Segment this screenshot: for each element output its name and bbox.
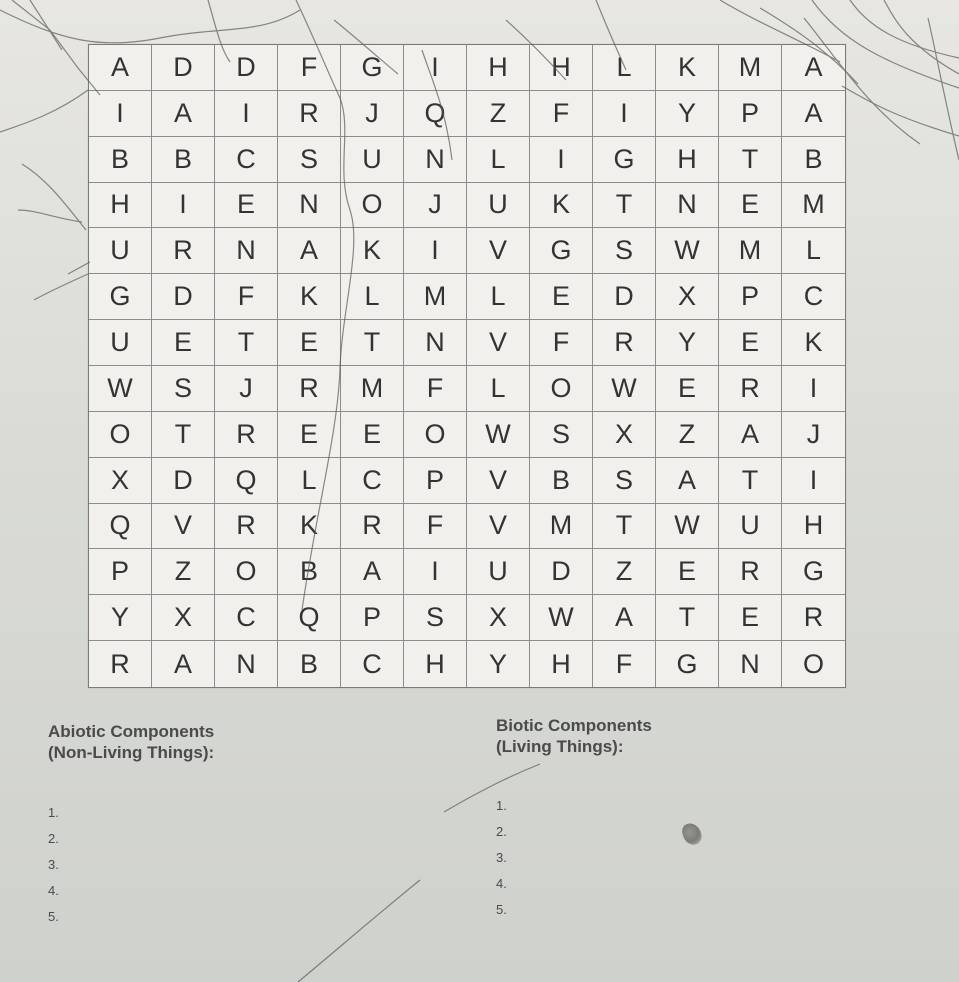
grid-cell: Q — [215, 458, 278, 504]
grid-cell: K — [278, 504, 341, 550]
grid-cell: O — [802, 648, 824, 679]
grid-cell: H — [656, 137, 719, 183]
grid-cell: H — [404, 641, 467, 687]
grid-cell: I — [782, 458, 845, 504]
grid-cell: T — [593, 183, 656, 229]
grid-cell: A — [152, 641, 215, 687]
grid-cell: E — [278, 412, 341, 458]
grid-cell: T — [593, 504, 656, 550]
grid-cell: P — [404, 458, 467, 504]
biotic-heading: Biotic Components — [496, 716, 652, 735]
grid-cell: N — [215, 228, 278, 274]
grid-cell: V — [152, 504, 215, 550]
grid-cell: K — [530, 183, 593, 229]
grid-cell: L — [467, 366, 530, 412]
grid-cell: T — [341, 320, 404, 366]
grid-cell: P — [719, 91, 782, 137]
grid-cell: I — [782, 366, 845, 412]
grid-cell: N — [656, 183, 719, 229]
grid-cell: V — [467, 228, 530, 274]
grid-cell: D — [215, 45, 278, 91]
grid-cell: E — [152, 320, 215, 366]
grid-cell: C — [782, 274, 845, 320]
grid-cell: E — [656, 549, 719, 595]
grid-cell: A — [782, 45, 845, 91]
grid-cell: O — [530, 366, 593, 412]
grid-cell: J — [782, 412, 845, 458]
grid-cell: A — [782, 91, 845, 137]
grid-cell: G — [593, 137, 656, 183]
abiotic-item: 4. — [48, 882, 59, 898]
grid-cell: L — [278, 458, 341, 504]
grid-cell: E — [341, 412, 404, 458]
biotic-item: 1. — [496, 797, 507, 813]
grid-cell: M — [404, 274, 467, 320]
grid-cell: S — [404, 595, 467, 641]
grid-cell: X — [656, 274, 719, 320]
word-search-grid — [88, 44, 846, 688]
grid-cell: H — [89, 183, 152, 229]
grid-cell: D — [152, 45, 215, 91]
grid-cell: T — [719, 458, 782, 504]
grid-cell: G — [89, 274, 152, 320]
grid-cell: R — [89, 641, 152, 687]
grid-cell: J — [215, 366, 278, 412]
grid-cell: F — [593, 641, 656, 687]
grid-cell: T — [215, 320, 278, 366]
grid-cell: N — [719, 641, 782, 687]
grid-cell: T — [719, 137, 782, 183]
grid-cell: U — [467, 549, 530, 595]
grid-cell: Z — [152, 549, 215, 595]
abiotic-item: 2. — [48, 830, 59, 846]
grid-cell: U — [467, 183, 530, 229]
grid-cell: R — [593, 320, 656, 366]
grid-cell: B — [152, 137, 215, 183]
grid-cell: Q — [404, 91, 467, 137]
grid-cell: C — [341, 641, 404, 687]
abiotic-subheading: (Non-Living Things): — [48, 743, 215, 763]
grid-cell: R — [215, 412, 278, 458]
grid-cell: W — [656, 504, 719, 550]
grid-cell: E — [719, 320, 782, 366]
grid-cell: J — [404, 183, 467, 229]
grid-cell: M — [530, 504, 593, 550]
biotic-item: 4. — [496, 875, 507, 891]
grid-cell: O — [89, 412, 152, 458]
grid-cell: L — [782, 228, 845, 274]
grid-cell: Y — [656, 91, 719, 137]
grid-cell: P — [341, 595, 404, 641]
grid-cell: B — [530, 458, 593, 504]
grid-cell: C — [215, 595, 278, 641]
grid-cell: E — [215, 183, 278, 229]
biotic-list — [496, 793, 756, 923]
grid-cell: Z — [467, 91, 530, 137]
biotic-subheading: (Living Things): — [496, 737, 624, 757]
grid-cell: W — [593, 366, 656, 412]
grid-cell: R — [278, 91, 341, 137]
grid-cell: F — [278, 45, 341, 91]
grid-cell: K — [278, 274, 341, 320]
grid-cell: L — [467, 274, 530, 320]
grid-cell: P — [89, 549, 152, 595]
grid-cell: T — [656, 595, 719, 641]
grid-cell: W — [89, 366, 152, 412]
grid-cell: F — [404, 366, 467, 412]
grid-cell: Y — [467, 641, 530, 687]
grid-cell: I — [404, 45, 467, 91]
grid-cell: R — [782, 595, 845, 641]
grid-cell: I — [404, 228, 467, 274]
abiotic-item: 5. — [48, 908, 59, 924]
grid-cell: H — [530, 45, 593, 91]
grid-cell: U — [89, 320, 152, 366]
grid-cell: G — [782, 549, 845, 595]
grid-cell: E — [278, 320, 341, 366]
grid-cell: M — [782, 183, 845, 229]
grid-cell: L — [593, 45, 656, 91]
grid-cell: B — [782, 137, 845, 183]
grid-cell: N — [278, 183, 341, 229]
grid-cell: F — [530, 91, 593, 137]
abiotic-item: 3. — [48, 856, 59, 872]
grid-cell: T — [152, 412, 215, 458]
grid-cell: I — [404, 549, 467, 595]
biotic-item: 5. — [496, 901, 507, 917]
grid-cell: M — [719, 45, 782, 91]
grid-cell: S — [278, 137, 341, 183]
grid-cell: A — [593, 595, 656, 641]
grid-cell: S — [593, 228, 656, 274]
grid-cell: N — [404, 320, 467, 366]
grid-cell: W — [656, 228, 719, 274]
grid-cell: I — [530, 137, 593, 183]
grid-cell: A — [656, 458, 719, 504]
grid-cell: K — [782, 320, 845, 366]
grid-cell: U — [719, 504, 782, 550]
grid-cell: N — [215, 641, 278, 687]
abiotic-item: 1. — [48, 804, 59, 820]
grid-cell: R — [719, 549, 782, 595]
grid-cell: I — [152, 183, 215, 229]
abiotic-section — [48, 722, 308, 930]
grid-cell: L — [467, 137, 530, 183]
grid-cell: C — [215, 137, 278, 183]
grid-cell: S — [593, 458, 656, 504]
grid-cell: A — [341, 549, 404, 595]
grid-cell: A — [278, 228, 341, 274]
grid-cell: G — [656, 641, 719, 687]
grid-cell: Q — [278, 595, 341, 641]
biotic-item: 2. — [496, 823, 507, 839]
grid-cell: X — [89, 458, 152, 504]
letter-grid — [89, 45, 845, 687]
grid-cell: G — [341, 45, 404, 91]
grid-cell: O — [215, 549, 278, 595]
grid-cell: W — [467, 412, 530, 458]
grid-cell: Q — [89, 504, 152, 550]
grid-cell: B — [89, 137, 152, 183]
grid-cell: R — [278, 366, 341, 412]
grid-cell: M — [341, 366, 404, 412]
grid-cell: X — [593, 412, 656, 458]
grid-cell: Y — [656, 320, 719, 366]
grid-cell: H — [782, 504, 845, 550]
abiotic-heading: Abiotic Components — [48, 722, 215, 741]
grid-cell: L — [341, 274, 404, 320]
grid-cell: F — [404, 504, 467, 550]
grid-cell: R — [152, 228, 215, 274]
grid-cell: D — [152, 458, 215, 504]
grid-cell: S — [530, 412, 593, 458]
grid-cell: U — [89, 228, 152, 274]
grid-cell: Z — [593, 549, 656, 595]
grid-cell: B — [278, 549, 341, 595]
grid-cell: A — [719, 412, 782, 458]
grid-cell: V — [467, 320, 530, 366]
grid-cell: V — [467, 504, 530, 550]
grid-cell: R — [719, 366, 782, 412]
grid-cell: E — [719, 595, 782, 641]
grid-cell: S — [152, 366, 215, 412]
grid-cell: D — [530, 549, 593, 595]
grid-cell: H — [530, 641, 593, 687]
grid-cell: O — [341, 183, 404, 229]
grid-cell: F — [215, 274, 278, 320]
grid-cell: I — [215, 91, 278, 137]
grid-cell: H — [467, 45, 530, 91]
grid-cell: I — [593, 91, 656, 137]
grid-cell: R — [215, 504, 278, 550]
grid-cell: K — [656, 45, 719, 91]
biotic-item: 3. — [496, 849, 507, 865]
grid-cell: F — [530, 320, 593, 366]
grid-cell: M — [719, 228, 782, 274]
grid-cell: E — [719, 183, 782, 229]
grid-cell: O — [404, 412, 467, 458]
grid-cell: Y — [89, 595, 152, 641]
grid-cell: D — [593, 274, 656, 320]
grid-cell: A — [152, 91, 215, 137]
grid-cell: V — [467, 458, 530, 504]
grid-cell: C — [341, 458, 404, 504]
grid-cell: Z — [656, 412, 719, 458]
grid-cell: W — [530, 595, 593, 641]
grid-cell: A — [89, 45, 152, 91]
grid-cell: J — [341, 91, 404, 137]
grid-cell: P — [719, 274, 782, 320]
grid-cell: X — [152, 595, 215, 641]
grid-cell: B — [278, 641, 341, 687]
grid-cell: D — [152, 274, 215, 320]
grid-cell: R — [341, 504, 404, 550]
biotic-section — [496, 716, 756, 923]
grid-cell: G — [530, 228, 593, 274]
grid-cell: E — [530, 274, 593, 320]
grid-cell: I — [89, 91, 152, 137]
grid-cell: E — [656, 366, 719, 412]
grid-cell: N — [404, 137, 467, 183]
abiotic-list — [48, 800, 308, 930]
grid-cell: U — [341, 137, 404, 183]
grid-cell: X — [467, 595, 530, 641]
grid-cell: K — [341, 228, 404, 274]
